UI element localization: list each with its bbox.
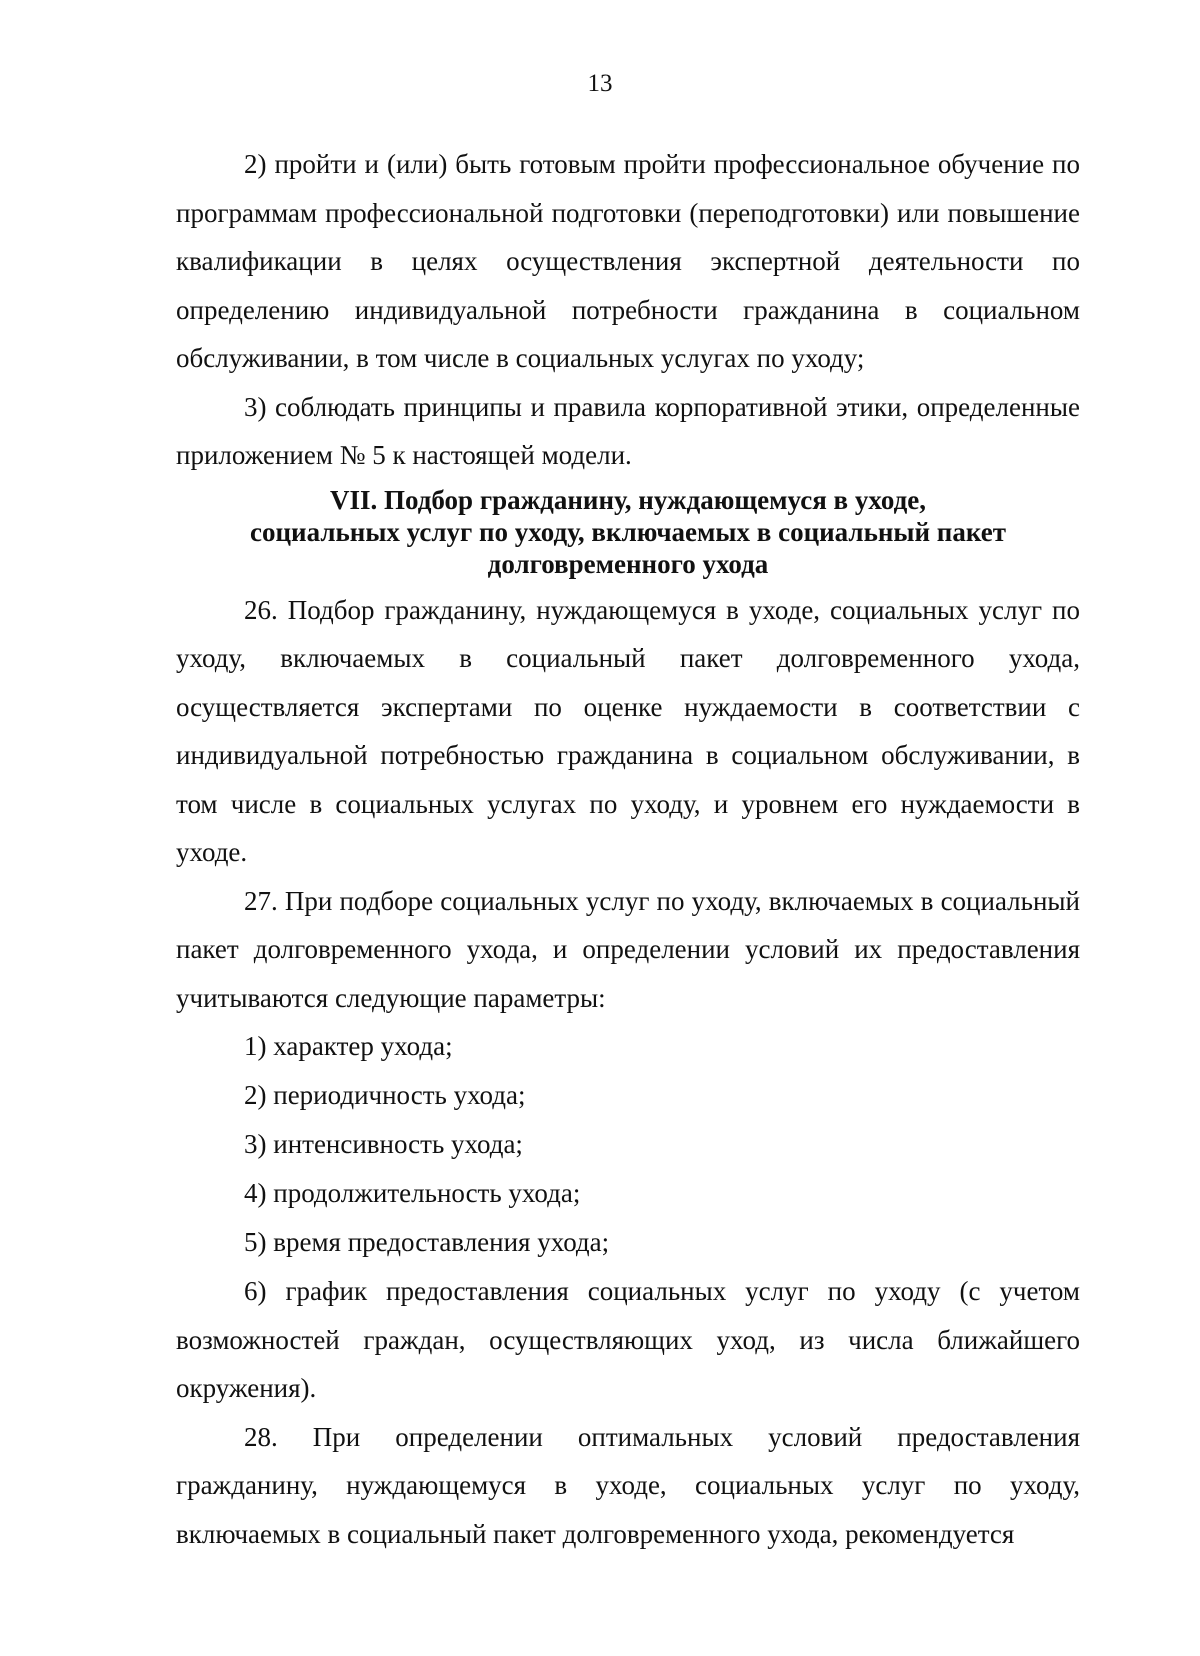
list-item: 2) периодичность ухода; <box>244 1080 526 1110</box>
list-item: 1) характер ухода; <box>244 1031 453 1061</box>
section-heading-line-2: социальных услуг по уходу, включаемых в социальный пакет <box>250 516 1006 547</box>
page-number: 13 <box>587 70 613 97</box>
section-heading <box>176 484 1080 580</box>
paragraph-26: 26. Подбор гражданину, нуждающемуся в уходе, социальных услуг по уходу, включаемых в социальный пакет долговременного ухода, осуществляется экспертами по оценке нуждаемости в соответствии с индивидуальной потребностью гражданина в социальном обслуживании, в том числе в социальных услугах по уходу, и уровнем его нуждаемости в уходе. <box>176 594 1080 867</box>
list-item: 4) продолжительность ухода; <box>244 1178 581 1208</box>
list-item: 5) время предоставления ухода; <box>244 1227 610 1257</box>
paragraph-28: 28. При определении оптимальных условий предоставления гражданину, нуждающемуся в уходе, социальных услуг по уходу, включаемых в социальный пакет долговременного ухода, рекомендуется <box>176 1421 1080 1549</box>
paragraph-item-2: 2) пройти и (или) быть готовым пройти профессиональное обучение по программам профессиональной подготовки (переподготовки) или повышение квалификации в целях осуществления экспертной деятельности по определению индивидуальной потребности гражданина в социальном обслуживании, в том числе в социальных услугах по уходу; <box>176 149 1080 373</box>
list-item-6: 6) график предоставления социальных услуг по уходу (с учетом возможностей граждан, осуществляющих уход, из числа ближайшего окружения). <box>176 1276 1080 1403</box>
section-heading-line-3: долговременного ухода <box>487 548 769 579</box>
document-body <box>176 140 1080 1558</box>
section-heading-line-1: VII. Подбор гражданину, нуждающемуся в уходе, <box>330 484 926 515</box>
list-item: 3) интенсивность ухода; <box>244 1129 523 1159</box>
paragraph-item-3: 3) соблюдать принципы и правила корпоративной этики, определенные приложением № 5 к настоящей модели. <box>176 391 1080 470</box>
paragraph-27: 27. При подборе социальных услуг по уходу, включаемых в социальный пакет долговременного ухода, и определении условий их предоставления учитываются следующие параметры: <box>176 885 1080 1013</box>
